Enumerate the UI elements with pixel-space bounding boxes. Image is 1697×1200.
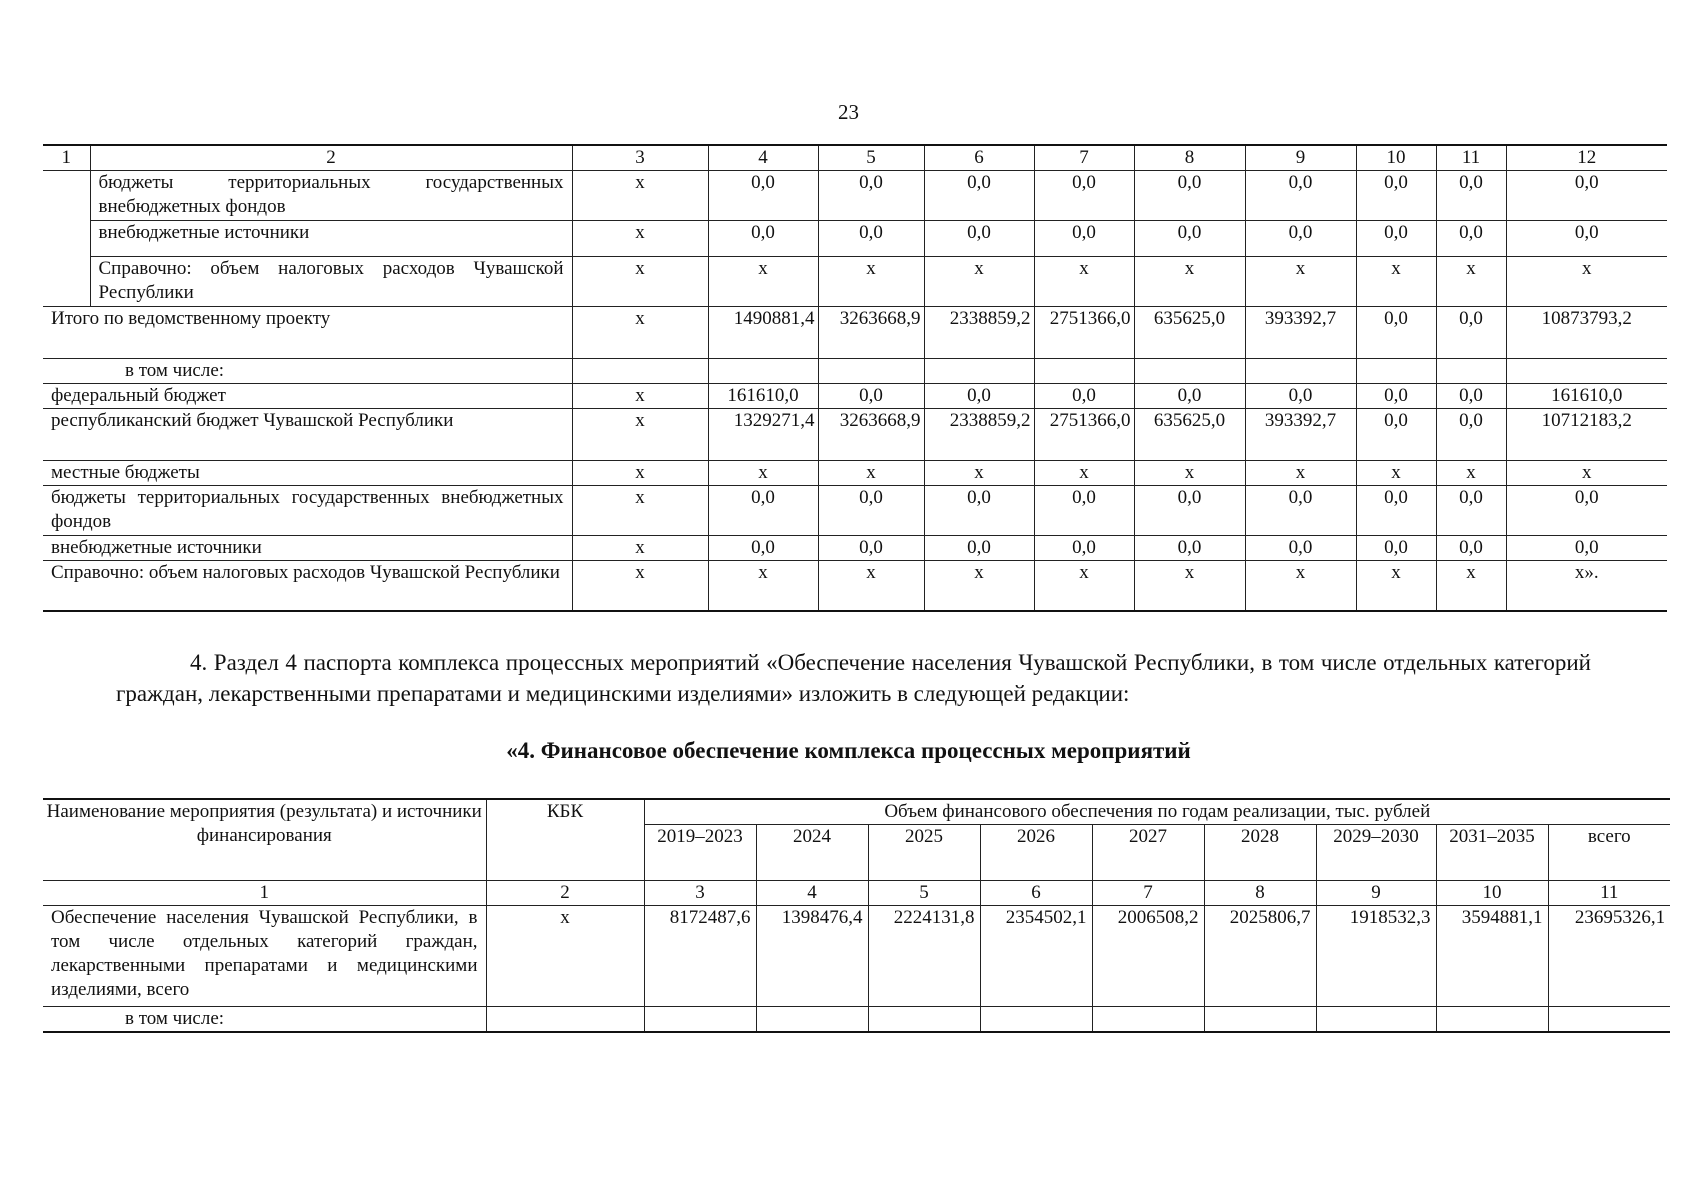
column-number: 12 (1506, 145, 1667, 171)
value-cell (644, 1007, 756, 1033)
table-row (43, 171, 1667, 221)
value-cell: 161610,0 (708, 384, 818, 409)
row-label: федеральный бюджет (43, 384, 572, 409)
value-cell (818, 359, 924, 384)
page-number: 23 (838, 100, 859, 124)
value-cell (1245, 359, 1356, 384)
value-cell (1548, 1007, 1670, 1033)
column-number: 9 (1245, 145, 1356, 171)
value-cell: 635625,0 (1134, 409, 1245, 461)
value-cell: 0,0 (1034, 486, 1134, 536)
value-cell: 2224131,8 (868, 906, 980, 1007)
table-number-row (43, 881, 1670, 906)
value-cell: 0,0 (1134, 221, 1245, 257)
row-label: в том числе: (43, 1007, 486, 1033)
value-cell: 0,0 (924, 171, 1034, 221)
value-cell: 10712183,2 (1506, 409, 1667, 461)
table-row (43, 461, 1667, 486)
value-cell: 2006508,2 (1092, 906, 1204, 1007)
value-cell: 0,0 (1134, 384, 1245, 409)
year-header: 2026 (980, 825, 1092, 881)
amendment-paragraph: 4. Раздел 4 паспорта комплекса процессных мероприятий «Обеспечение населения Чувашской Республики, в том числе отдельных категорий граждан, лекарственными препаратами и медицинскими изделиями» изложить в следующей редакции: (116, 650, 1591, 706)
column-number: 4 (708, 145, 818, 171)
value-cell: 393392,7 (1245, 307, 1356, 359)
value-cell: х (1356, 561, 1436, 611)
column-number: 8 (1134, 145, 1245, 171)
value-cell: 0,0 (818, 384, 924, 409)
value-cell: 0,0 (1245, 221, 1356, 257)
value-cell: х (1506, 257, 1667, 307)
value-cell: 0,0 (1134, 536, 1245, 561)
column-number: 5 (868, 881, 980, 906)
value-cell: х (818, 561, 924, 611)
column-header-volume: Объем финансового обеспечения по годам реализации, тыс. рублей (644, 799, 1670, 825)
column-header-name: Наименование мероприятия (результата) и источники финансирования (43, 799, 486, 881)
year-header: 2025 (868, 825, 980, 881)
value-cell: 0,0 (1506, 171, 1667, 221)
value-cell (1506, 359, 1667, 384)
table-header-row (43, 145, 1667, 171)
value-cell: 0,0 (1034, 384, 1134, 409)
value-cell: 0,0 (1245, 171, 1356, 221)
value-cell: х (708, 461, 818, 486)
value-cell: 0,0 (1356, 384, 1436, 409)
row-label: бюджеты территориальных государственных внебюджетных фондов (90, 171, 572, 221)
blank-cell (43, 171, 90, 221)
value-cell: 0,0 (1356, 486, 1436, 536)
value-cell (1436, 1007, 1548, 1033)
value-cell: х (1245, 461, 1356, 486)
value-cell: х (1034, 561, 1134, 611)
value-cell: х (1034, 461, 1134, 486)
column-number: 8 (1204, 881, 1316, 906)
value-cell: 0,0 (708, 536, 818, 561)
value-cell: 0,0 (708, 221, 818, 257)
kbk-cell (486, 1007, 644, 1033)
value-cell: 0,0 (1356, 307, 1436, 359)
table-row (43, 409, 1667, 461)
value-cell: х (1134, 257, 1245, 307)
value-cell: х (924, 257, 1034, 307)
value-cell: 0,0 (1356, 536, 1436, 561)
table-row-total (43, 307, 1667, 359)
value-cell: 2354502,1 (980, 906, 1092, 1007)
column-number: 2 (90, 145, 572, 171)
value-cell (1356, 359, 1436, 384)
table-header-row (43, 799, 1670, 825)
value-cell: х (1436, 561, 1506, 611)
value-cell (980, 1007, 1092, 1033)
section-title: «4. Финансовое обеспечение комплекса процессных мероприятий (506, 738, 1191, 763)
value-cell: 8172487,6 (644, 906, 756, 1007)
table-row (43, 359, 1667, 384)
value-cell: 161610,0 (1506, 384, 1667, 409)
value-cell: 0,0 (818, 221, 924, 257)
value-cell: 2338859,2 (924, 409, 1034, 461)
value-cell: 10873793,2 (1506, 307, 1667, 359)
value-cell: 0,0 (1436, 221, 1506, 257)
value-cell: х (1356, 257, 1436, 307)
value-cell: 3263668,9 (818, 409, 924, 461)
value-cell: х (924, 561, 1034, 611)
kbk-cell: х (572, 221, 708, 257)
value-cell: 0,0 (1134, 171, 1245, 221)
value-cell: х». (1506, 561, 1667, 611)
value-cell: х (1436, 257, 1506, 307)
value-cell: 0,0 (1506, 221, 1667, 257)
value-cell: 0,0 (924, 384, 1034, 409)
row-label: местные бюджеты (43, 461, 572, 486)
value-cell: 0,0 (1034, 221, 1134, 257)
row-label: в том числе: (43, 359, 572, 384)
value-cell: 0,0 (924, 486, 1034, 536)
value-cell: 0,0 (924, 221, 1034, 257)
table-row (43, 486, 1667, 536)
value-cell: 0,0 (708, 171, 818, 221)
value-cell: 2025806,7 (1204, 906, 1316, 1007)
value-cell: х (1356, 461, 1436, 486)
year-header: 2024 (756, 825, 868, 881)
year-header: 2029–2030 (1316, 825, 1436, 881)
value-cell: х (818, 257, 924, 307)
value-cell: 0,0 (1034, 171, 1134, 221)
value-cell: 0,0 (1436, 384, 1506, 409)
kbk-cell: х (572, 461, 708, 486)
value-cell (1134, 359, 1245, 384)
column-number: 9 (1316, 881, 1436, 906)
value-cell (1034, 359, 1134, 384)
value-cell: 635625,0 (1134, 307, 1245, 359)
table-row (43, 906, 1670, 1007)
kbk-cell: х (572, 257, 708, 307)
value-cell (1204, 1007, 1316, 1033)
column-number: 6 (980, 881, 1092, 906)
kbk-cell: х (572, 384, 708, 409)
value-cell: 2338859,2 (924, 307, 1034, 359)
value-cell: 0,0 (1245, 384, 1356, 409)
table-row (43, 221, 1667, 257)
value-cell: 0,0 (1245, 486, 1356, 536)
kbk-cell: х (486, 906, 644, 1007)
value-cell: 1329271,4 (708, 409, 818, 461)
value-cell: х (708, 257, 818, 307)
value-cell: 1490881,4 (708, 307, 818, 359)
value-cell: 0,0 (924, 536, 1034, 561)
value-cell: х (1034, 257, 1134, 307)
value-cell: 0,0 (708, 486, 818, 536)
value-cell: х (1245, 257, 1356, 307)
column-number: 7 (1092, 881, 1204, 906)
column-number: 11 (1548, 881, 1670, 906)
value-cell: х (1245, 561, 1356, 611)
column-number: 4 (756, 881, 868, 906)
row-label: республиканский бюджет Чувашской Республики (43, 409, 572, 461)
column-number: 2 (486, 881, 644, 906)
column-number: 1 (43, 145, 90, 171)
year-header: 2031–2035 (1436, 825, 1548, 881)
value-cell: 0,0 (1436, 409, 1506, 461)
value-cell: 0,0 (1356, 221, 1436, 257)
column-number: 5 (818, 145, 924, 171)
kbk-cell (572, 359, 708, 384)
year-header: 2027 (1092, 825, 1204, 881)
value-cell (756, 1007, 868, 1033)
table-row (43, 1007, 1670, 1033)
value-cell: 0,0 (1436, 171, 1506, 221)
financing-table (43, 798, 1670, 1033)
row-label: Справочно: объем налоговых расходов Чувашской Республики (43, 561, 572, 611)
budget-table-continued (43, 144, 1667, 612)
value-cell (708, 359, 818, 384)
table-row (43, 384, 1667, 409)
value-cell: 0,0 (1034, 536, 1134, 561)
row-label: внебюджетные источники (90, 221, 572, 257)
value-cell (1092, 1007, 1204, 1033)
value-cell: 0,0 (1436, 536, 1506, 561)
year-header: 2028 (1204, 825, 1316, 881)
value-cell: 2751366,0 (1034, 409, 1134, 461)
value-cell: 0,0 (1436, 307, 1506, 359)
table-row (43, 257, 1667, 307)
value-cell: 3594881,1 (1436, 906, 1548, 1007)
year-header: всего (1548, 825, 1670, 881)
kbk-cell: х (572, 409, 708, 461)
kbk-cell: х (572, 171, 708, 221)
value-cell (868, 1007, 980, 1033)
value-cell: 3263668,9 (818, 307, 924, 359)
kbk-cell: х (572, 486, 708, 536)
column-header-kbk: КБК (486, 799, 644, 881)
value-cell: х (1436, 461, 1506, 486)
value-cell (1436, 359, 1506, 384)
column-number: 3 (572, 145, 708, 171)
value-cell: х (1134, 461, 1245, 486)
row-label: Обеспечение населения Чувашской Республики, в том числе отдельных категорий граждан, лекарственными препаратами и медицинскими изделиями, всего (43, 906, 486, 1007)
value-cell: х (1134, 561, 1245, 611)
value-cell: 0,0 (1134, 486, 1245, 536)
value-cell: х (708, 561, 818, 611)
blank-cell (43, 257, 90, 307)
value-cell: 0,0 (818, 171, 924, 221)
value-cell: 0,0 (818, 536, 924, 561)
column-number: 10 (1436, 881, 1548, 906)
row-label: внебюджетные источники (43, 536, 572, 561)
value-cell: х (818, 461, 924, 486)
value-cell: 2751366,0 (1034, 307, 1134, 359)
table-row (43, 536, 1667, 561)
column-number: 7 (1034, 145, 1134, 171)
column-number: 6 (924, 145, 1034, 171)
value-cell: 0,0 (1436, 486, 1506, 536)
column-number: 10 (1356, 145, 1436, 171)
kbk-cell: х (572, 307, 708, 359)
kbk-cell: х (572, 561, 708, 611)
value-cell: х (1506, 461, 1667, 486)
row-label: бюджеты территориальных государственных внебюджетных фондов (43, 486, 572, 536)
value-cell: 0,0 (1506, 536, 1667, 561)
column-number: 3 (644, 881, 756, 906)
value-cell: 0,0 (1356, 409, 1436, 461)
blank-cell (43, 221, 90, 257)
value-cell: 1398476,4 (756, 906, 868, 1007)
table-row (43, 561, 1667, 611)
value-cell (924, 359, 1034, 384)
value-cell: х (924, 461, 1034, 486)
year-header: 2019–2023 (644, 825, 756, 881)
value-cell: 0,0 (818, 486, 924, 536)
kbk-cell: х (572, 536, 708, 561)
column-number: 11 (1436, 145, 1506, 171)
value-cell: 0,0 (1245, 536, 1356, 561)
value-cell: 23695326,1 (1548, 906, 1670, 1007)
value-cell: 0,0 (1356, 171, 1436, 221)
value-cell: 0,0 (1506, 486, 1667, 536)
value-cell: 393392,7 (1245, 409, 1356, 461)
value-cell: 1918532,3 (1316, 906, 1436, 1007)
row-label: Итого по ведомственному проекту (43, 307, 572, 359)
column-number: 1 (43, 881, 486, 906)
row-label: Справочно: объем налоговых расходов Чувашской Республики (90, 257, 572, 307)
value-cell (1316, 1007, 1436, 1033)
